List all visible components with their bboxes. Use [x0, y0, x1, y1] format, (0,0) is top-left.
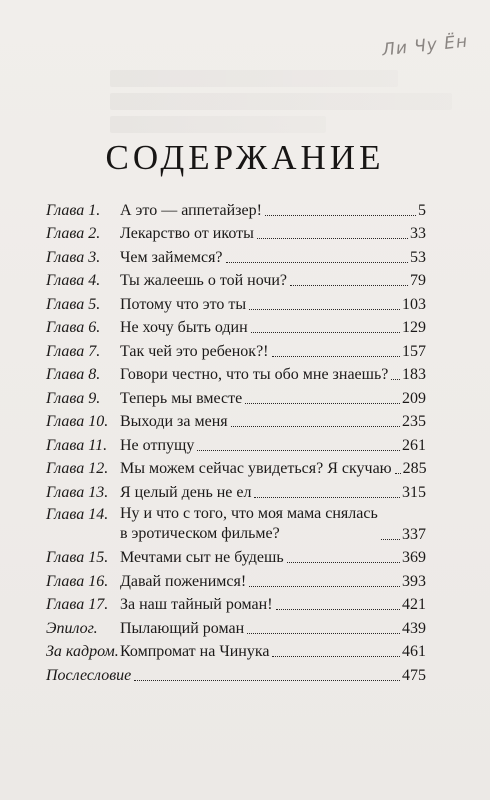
- toc-page: 315: [402, 483, 426, 501]
- toc-label: Глава 2.: [46, 225, 101, 242]
- toc-page: 33: [410, 225, 426, 242]
- handwritten-signature: Ли Чу Ён: [380, 31, 469, 61]
- toc-label: Глава 14.: [46, 505, 109, 523]
- toc-label: Глава 1.: [46, 201, 101, 219]
- toc-title: Давай поженимся!: [120, 572, 247, 590]
- toc-row: [46, 502, 426, 544]
- toc-title: Выходи за меня: [120, 413, 228, 430]
- toc-row: [46, 196, 426, 220]
- toc-page: 79: [410, 272, 426, 289]
- toc-row: [46, 455, 426, 479]
- toc-page: 183: [402, 366, 426, 383]
- toc-label: Глава 15.: [46, 549, 109, 566]
- toc-row: [46, 361, 426, 385]
- toc-label: Глава 11.: [46, 436, 108, 454]
- toc-row: [46, 267, 426, 291]
- leader-dots: [247, 633, 400, 634]
- toc-page: 461: [402, 643, 426, 660]
- toc-title: За наш тайный роман!: [120, 596, 273, 613]
- toc-row: [46, 384, 426, 408]
- leader-dots: [197, 450, 400, 451]
- toc-page: 285: [402, 460, 427, 477]
- toc-row: [46, 614, 426, 638]
- toc-page: 157: [402, 342, 426, 360]
- toc-row: [46, 567, 426, 591]
- leader-dots: [249, 586, 400, 587]
- toc-label: Глава 12.: [46, 460, 109, 477]
- toc-title: Пылающий роман: [120, 619, 245, 637]
- toc-title: Не отпущу: [120, 436, 195, 454]
- toc-label: Глава 10.: [46, 413, 109, 430]
- toc-label: За кадром.: [46, 643, 119, 660]
- toc-page: 261: [402, 436, 426, 454]
- table-of-contents: [46, 196, 426, 685]
- toc-label: Глава 4.: [46, 272, 101, 289]
- toc-page: 209: [402, 389, 426, 407]
- leader-dots: [381, 539, 400, 540]
- toc-page: 53: [410, 248, 426, 266]
- toc-title: Лекарство от икоты: [120, 225, 254, 242]
- toc-title: Не хочу быть один: [120, 319, 248, 336]
- leader-dots: [287, 562, 400, 563]
- toc-page: 337: [402, 525, 426, 543]
- toc-label: Глава 17.: [46, 596, 109, 613]
- toc-page: 235: [402, 413, 426, 430]
- toc-row: [46, 243, 426, 267]
- toc-label: Глава 3.: [46, 248, 101, 266]
- toc-row: [46, 431, 426, 455]
- toc-page: 129: [402, 319, 426, 336]
- toc-title: Ну и что с того, что моя мама снялась в эротическом фильме?: [120, 504, 378, 542]
- toc-label: Глава 5.: [46, 295, 101, 313]
- toc-label: Глава 16.: [46, 572, 109, 590]
- toc-label: Глава 8.: [46, 366, 101, 383]
- toc-title: Я целый день не ел: [120, 483, 252, 501]
- toc-title: Мечтами сыт не будешь: [120, 549, 284, 566]
- toc-page: 439: [402, 619, 426, 637]
- page-title: СОДЕРЖАНИЕ: [105, 138, 385, 177]
- leader-dots: [251, 332, 400, 333]
- toc-page: 103: [402, 295, 426, 313]
- toc-label: Послесловие: [46, 666, 132, 684]
- toc-row: [46, 220, 426, 244]
- toc-label: Глава 9.: [46, 389, 101, 407]
- toc-page: 369: [402, 549, 426, 566]
- leader-dots: [226, 262, 408, 263]
- toc-page: 393: [402, 572, 426, 590]
- toc-row: [46, 661, 426, 685]
- toc-title: Говори честно, что ты обо мне знаешь?: [120, 366, 389, 383]
- show-through-text: [110, 70, 470, 139]
- leader-dots: [245, 403, 400, 404]
- toc-title: Потому что это ты: [120, 295, 247, 313]
- toc-title: Компромат на Чинука: [120, 643, 270, 660]
- toc-title: Ты жалеешь о той ночи?: [120, 272, 288, 289]
- leader-dots: [272, 356, 400, 357]
- leader-dots: [276, 609, 400, 610]
- toc-row: [46, 290, 426, 314]
- toc-title: Теперь мы вместе: [120, 389, 243, 407]
- toc-title: Так чей это ребенок?!: [120, 342, 269, 360]
- toc-row: [46, 314, 426, 338]
- toc-row: [46, 478, 426, 502]
- toc-page: 475: [402, 666, 426, 684]
- toc-title: А это — аппетайзер!: [120, 201, 262, 219]
- toc-label: Эпилог.: [46, 619, 98, 637]
- toc-row: [46, 408, 426, 432]
- leader-dots: [134, 680, 400, 681]
- toc-title: Чем займемся?: [120, 248, 223, 266]
- toc-page: 5: [418, 201, 426, 219]
- leader-dots: [391, 379, 400, 380]
- toc-title: Мы можем сейчас увидеться? Я скучаю: [120, 460, 392, 477]
- leader-dots: [290, 285, 408, 286]
- leader-dots: [257, 238, 408, 239]
- leader-dots: [254, 497, 400, 498]
- toc-row: [46, 337, 426, 361]
- toc-label: Глава 13.: [46, 483, 109, 501]
- toc-row: [46, 544, 426, 568]
- leader-dots: [231, 426, 400, 427]
- toc-page: 421: [402, 596, 426, 613]
- toc-row: [46, 591, 426, 615]
- leader-dots: [265, 215, 416, 216]
- leader-dots: [249, 309, 400, 310]
- leader-dots: [395, 473, 401, 474]
- toc-label: Глава 6.: [46, 319, 101, 336]
- toc-row: [46, 638, 426, 662]
- leader-dots: [272, 656, 400, 657]
- toc-label: Глава 7.: [46, 342, 101, 360]
